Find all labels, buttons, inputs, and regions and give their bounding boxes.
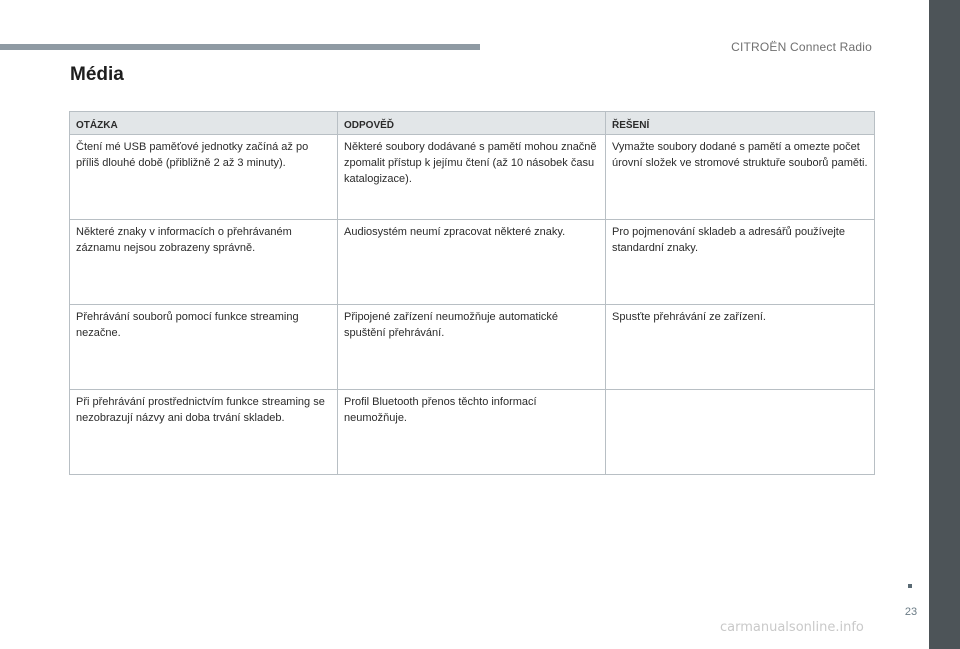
table-row xyxy=(70,135,875,220)
question-cell: Čtení mé USB paměťové jednotky začíná až po příliš dlouhé době (přibližně 2 až 3 minuty). xyxy=(70,135,338,220)
column-header-solution: ŘEŠENÍ xyxy=(606,112,875,135)
solution-cell: Spusťte přehrávání ze zařízení. xyxy=(606,305,875,390)
faq-table xyxy=(69,111,875,475)
solution-cell xyxy=(606,390,875,475)
answer-cell: Připojené zařízení neumožňuje automatické spuštění přehrávání. xyxy=(338,305,606,390)
question-cell: Při přehrávání prostřednictvím funkce streaming se nezobrazují názvy ani doba trvání skladeb. xyxy=(70,390,338,475)
column-header-answer: ODPOVĚĎ xyxy=(338,112,606,135)
page-number: 23 xyxy=(904,606,918,618)
table-row xyxy=(70,220,875,305)
answer-cell: Profil Bluetooth přenos těchto informací neumožňuje. xyxy=(338,390,606,475)
solution-cell: Pro pojmenování skladeb a adresářů používejte standardní znaky. xyxy=(606,220,875,305)
table-header-row xyxy=(70,112,875,135)
page-marker xyxy=(908,584,912,588)
question-cell: Některé znaky v informacích o přehrávaném záznamu nejsou zobrazeny správně. xyxy=(70,220,338,305)
question-cell: Přehrávání souborů pomocí funkce streaming nezačne. xyxy=(70,305,338,390)
side-strip xyxy=(929,0,960,649)
watermark: carmanualsonline.info xyxy=(720,620,864,635)
page-title: Média xyxy=(70,64,124,85)
table-row xyxy=(70,305,875,390)
column-header-question: OTÁZKA xyxy=(70,112,338,135)
table-row xyxy=(70,390,875,475)
header-accent-bar xyxy=(0,44,480,50)
answer-cell: Některé soubory dodávané s pamětí mohou značně zpomalit přístup k jejímu čtení (až 10 násobek času katalogizace). xyxy=(338,135,606,220)
brand-label: CITROËN Connect Radio xyxy=(731,40,872,54)
solution-cell: Vymažte soubory dodané s pamětí a omezte počet úrovní složek ve stromové struktuře souborů paměti. xyxy=(606,135,875,220)
answer-cell: Audiosystém neumí zpracovat některé znaky. xyxy=(338,220,606,305)
